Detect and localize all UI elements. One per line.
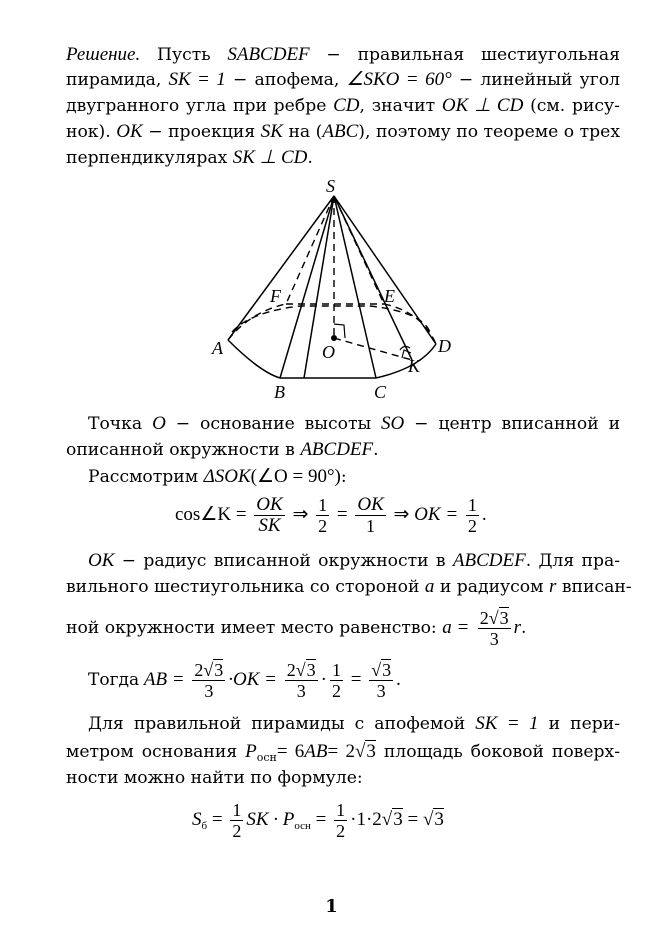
para3-line3: ной окружности имеет место равенство: a = $\frac{2√3}{3}$ r. (66, 608, 527, 649)
label-e: E (384, 286, 395, 306)
para4-line3: ности можно найти по формуле: (66, 768, 363, 788)
edge-sa (228, 196, 334, 340)
inscribed-circle-back (232, 306, 430, 332)
para1-line5: перпендикулярах SK ⊥ CD. (66, 147, 313, 168)
solution-word: Решение. (66, 44, 141, 65)
para4-line1: Для правильной пирамиды с апофемой SK = 1 и пери- (88, 713, 621, 734)
equation-then: Тогда AB = $\frac{2√3}{3}$ ·OK = $\frac{2√3}{3}$ · $\frac{1}{2}$ = $\frac{√3}{3}$ . (88, 660, 401, 701)
edge-sc (334, 196, 376, 378)
label-c: C (374, 382, 387, 402)
edge-ab (228, 340, 280, 378)
label-f: F (270, 286, 281, 306)
edge-ed (384, 304, 436, 344)
label-o: O (322, 342, 335, 362)
para1-line4: нок). OK − проекция SK на (ABC), поэтому по теореме о трех (66, 121, 621, 142)
point-o (331, 335, 337, 341)
para2-line2: описанной окружности в ABCDEF. (66, 439, 379, 460)
edge-sf (286, 196, 334, 304)
para2-line1: Точка O − основание высоты SO − центр вписанной и (88, 413, 621, 434)
para3-line2: вильного шестиугольника со стороной a и радиусом r вписан- (66, 576, 632, 597)
consider-line: Рассмотрим ΔSOK(∠O = 90°): (88, 466, 347, 487)
para1-line1: Решение. Пусть SABCDEF − правильная шестиугольная (66, 44, 620, 65)
para4-line2: метром основания $P_{осн}= 6AB= 2√3$ площадь боковой поверх- (66, 741, 621, 764)
angle-mark-k (400, 346, 410, 350)
equation-cos: cos∠K = $\frac{OK}{SK}$ ⇒ $\frac{1}{2}$ = $\frac{OK}{1}$ ⇒ OK = $\frac{1}{2}$ . (175, 494, 487, 536)
label-b: B (274, 382, 285, 402)
para1-line3: двугранного угла при ребре CD, значит OK ⊥ CD (см. рису- (66, 95, 620, 116)
pyramid-figure (190, 172, 470, 404)
label-d: D (438, 336, 451, 356)
para1-line2: пирамида, SK = 1 − апофема, ∠SKO = 60° − линейный угол (66, 69, 620, 90)
equation-area: $S_б$ = $\frac{1}{2}$ SK · $P_{осн}$ = $\frac{1}{2}$ ·1·2√3 = √3 (192, 800, 444, 841)
label-k: K (408, 356, 421, 376)
label-s: S (326, 176, 335, 196)
para3-line1: OK − радиус вписанной окружности в ABCDEF. Для пра- (88, 550, 621, 571)
page-number: 1 (325, 896, 338, 917)
label-a: A (212, 338, 223, 358)
